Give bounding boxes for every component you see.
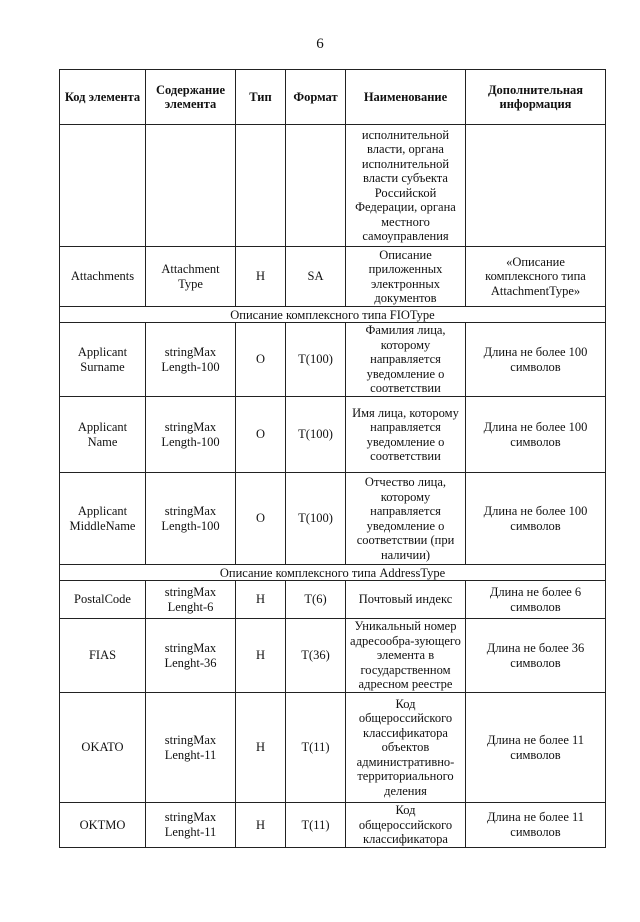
cell-name: Описание приложенных электронных документов — [346, 247, 466, 307]
cell-type: Н — [236, 803, 286, 848]
header-name: Наименование — [346, 70, 466, 125]
cell-name: Фамилия лица, которому направляется уведомление о соответствии — [346, 323, 466, 397]
cell-extra: Длина не более 6 символов — [466, 581, 606, 619]
cell-name: Отчество лица, которому направляется уведомление о соответствии (при наличии) — [346, 473, 466, 565]
cell-format: T(100) — [286, 473, 346, 565]
cell-name: Имя лица, которому направляется уведомление о соответствии — [346, 397, 466, 473]
cell-content: stringMax Length-100 — [146, 397, 236, 473]
cell-extra: Длина не более 36 символов — [466, 619, 606, 693]
cell-extra: Длина не более 100 символов — [466, 473, 606, 565]
cell-name: Код общероссийского классификатора объектов административно-территориального деления — [346, 693, 466, 803]
cell-extra: «Описание комплексного типа AttachmentType» — [466, 247, 606, 307]
table-body — [60, 125, 606, 848]
cell-type: Н — [236, 619, 286, 693]
table-row — [60, 323, 606, 397]
section-row — [60, 307, 606, 323]
cell-extra: Длина не более 100 символов — [466, 323, 606, 397]
table-row — [60, 473, 606, 565]
cell-name: Уникальный номер адресообра-зующего элемента в государственном адресном реестре — [346, 619, 466, 693]
cell-type: Н — [236, 581, 286, 619]
cell-code: FIAS — [60, 619, 146, 693]
cell-code: Applicant MiddleName — [60, 473, 146, 565]
cell-content: stringMax Lenght-11 — [146, 803, 236, 848]
header-type: Тип — [236, 70, 286, 125]
cell-type: О — [236, 323, 286, 397]
cell-name: Почтовый индекс — [346, 581, 466, 619]
cell-format: T(6) — [286, 581, 346, 619]
header-code: Код элемента — [60, 70, 146, 125]
cell-name: Код общероссийского классификатора — [346, 803, 466, 848]
section-title: Описание комплексного типа AddressType — [60, 565, 606, 581]
cell-format: T(36) — [286, 619, 346, 693]
cell-format: T(100) — [286, 397, 346, 473]
cell-code: OKTMO — [60, 803, 146, 848]
cell-extra — [466, 125, 606, 247]
table-row — [60, 397, 606, 473]
table-row — [60, 247, 606, 307]
cell-content: stringMax Length-100 — [146, 323, 236, 397]
cell-type — [236, 125, 286, 247]
table-row — [60, 125, 606, 247]
cell-format — [286, 125, 346, 247]
cell-code: PostalCode — [60, 581, 146, 619]
cell-type: Н — [236, 247, 286, 307]
cell-type: О — [236, 473, 286, 565]
table-row — [60, 581, 606, 619]
cell-content: Attachment Type — [146, 247, 236, 307]
page-number: 6 — [316, 36, 324, 52]
cell-type: Н — [236, 693, 286, 803]
cell-content: stringMax Lenght-11 — [146, 693, 236, 803]
cell-code: Applicant Surname — [60, 323, 146, 397]
element-spec-table — [59, 69, 606, 848]
section-title: Описание комплексного типа FIOType — [60, 307, 606, 323]
cell-content: stringMax Length-100 — [146, 473, 236, 565]
table-row — [60, 619, 606, 693]
header-content: Содержание элемента — [146, 70, 236, 125]
cell-type: О — [236, 397, 286, 473]
cell-content: stringMax Lenght-6 — [146, 581, 236, 619]
header-format: Формат — [286, 70, 346, 125]
table-row — [60, 803, 606, 848]
cell-extra: Длина не более 11 символов — [466, 803, 606, 848]
table-row — [60, 693, 606, 803]
cell-code: Attachments — [60, 247, 146, 307]
cell-extra: Длина не более 11 символов — [466, 693, 606, 803]
cell-format: T(11) — [286, 803, 346, 848]
cell-content: stringMax Lenght-36 — [146, 619, 236, 693]
cell-code — [60, 125, 146, 247]
cell-format: SA — [286, 247, 346, 307]
cell-code: OKATO — [60, 693, 146, 803]
cell-content — [146, 125, 236, 247]
table-header-row — [60, 70, 606, 125]
cell-format: T(11) — [286, 693, 346, 803]
section-row — [60, 565, 606, 581]
cell-extra: Длина не более 100 символов — [466, 397, 606, 473]
cell-name: исполнительной власти, органа исполнительной власти субъекта Российской Федерации, органа местного самоуправления — [346, 125, 466, 247]
cell-code: Applicant Name — [60, 397, 146, 473]
header-extra: Дополнительная информация — [466, 70, 606, 125]
cell-format: T(100) — [286, 323, 346, 397]
